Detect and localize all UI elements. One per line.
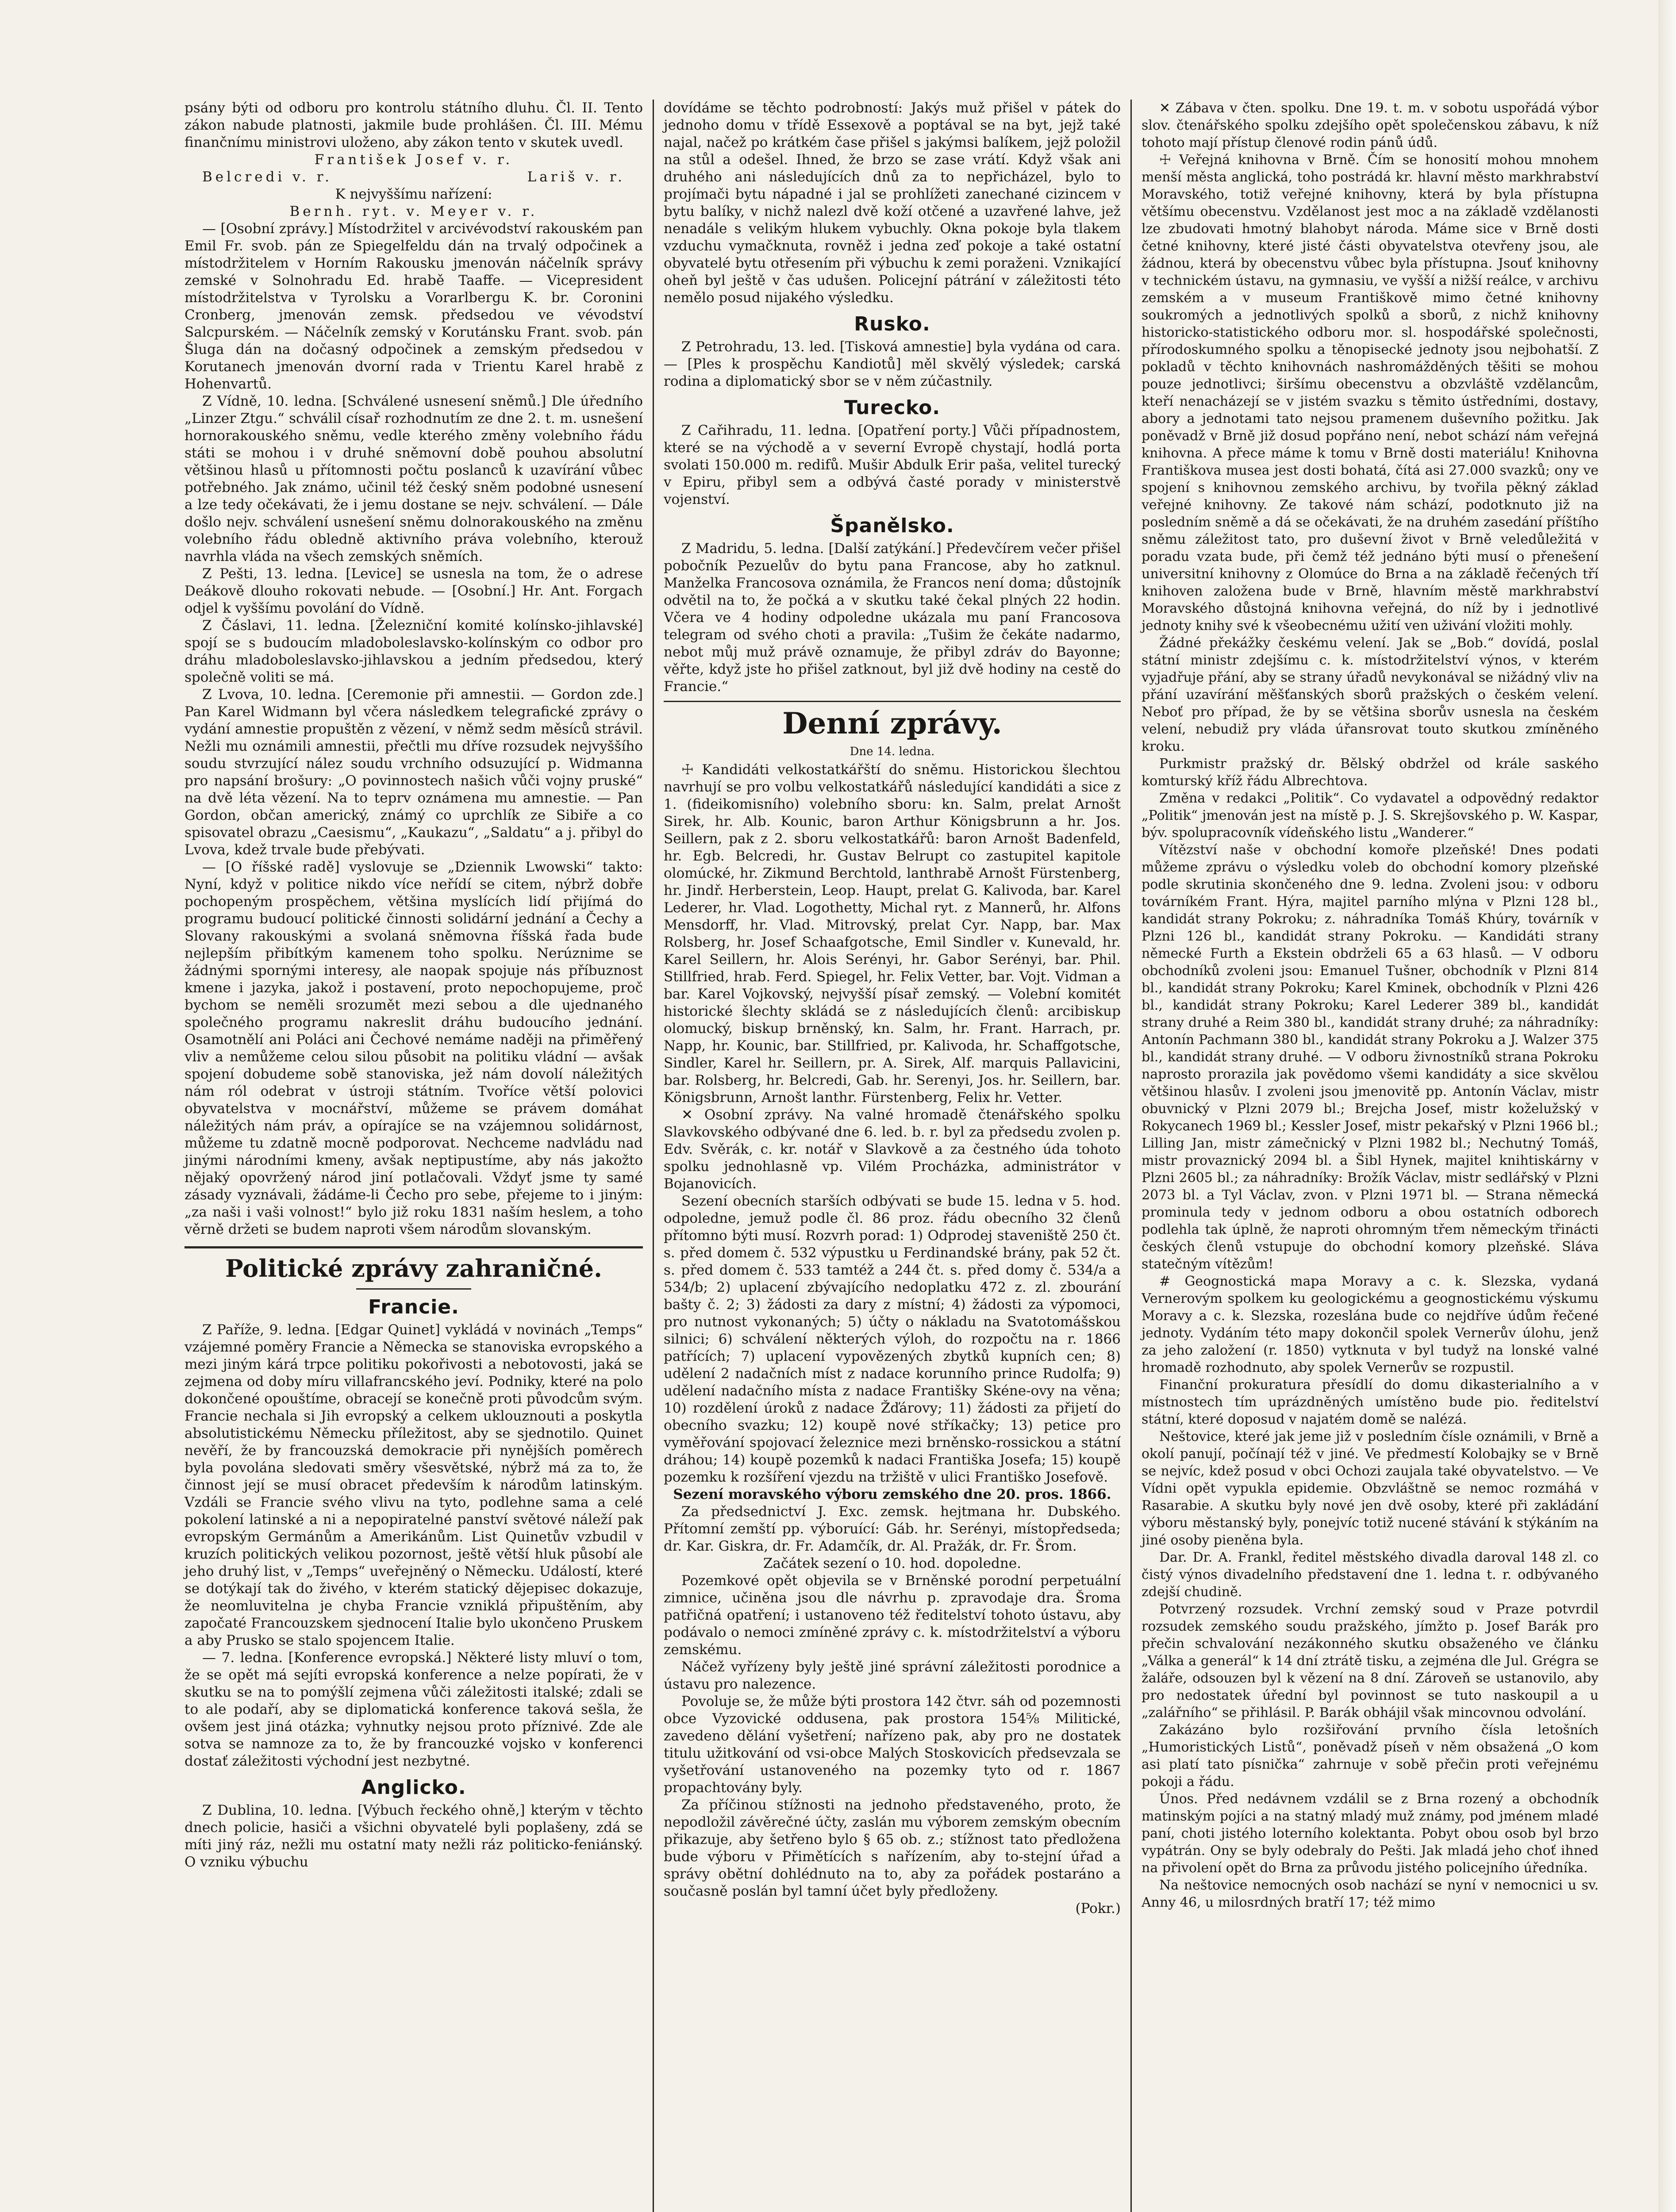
article-paragraph: Pozemkové opět objevila se v Brněnské porodní perpetuální zimnice, učiněna jsou dle návrhu p. zpravodaje dra. Šroma patřičná opatření; i ustanoveno též ředitelství tohoto ústavu, aby podávalo o nemoci zmíněné zprávy c. k. místodržitelství a výboru zemskému.: [664, 1573, 1121, 1658]
article-paragraph: Změna v redakci „Politik“. Co vydavatel a odpovědný redaktor „Politik“ jmenován jest na místě p. J. S. Skrejšovského p. W. Kaspar, býv. spolupracovník vídeňského listu „Wanderer.“: [1142, 791, 1599, 841]
section-rule: [664, 701, 1121, 702]
article-paragraph: Sezení obecních starších odbývati se bude 15. ledna v 5. hod. odpoledne, jemuž podle čl. 86 proz. řádu obecního 32 členů přítomno býti musí. Rozvrh porad: 1) Odprodej staveniště 250 čt. s. před domem č. 532 výpustku u Ferdinandské brány, pak 52 čt. s. před domem č. 533 tamtéž a 244 čt. s. před domy č. 534/a a 534/b; 2) uplacení zbývajícího nedoplatku 472 z. zl. zbourání bašty č. 2; 3) žádosti za dary z místní; 4) žádosti za výpomoci, pro nutnost vykonaných; 5) účty o nákladu na Svatotomášskou silnici; 6) schválení některých výloh, do rozpočtu na r. 1866 patřících; 7) uplacení vypovězených zbytků kupních cen; 8) udělení 2 nadačních míst z nadace korunního prince Rudolfa; 9) udělení nadačního místa z nadace Františky Skéne-ovy na věna; 10) rozdělení úroků z nadace Žďárovy; 11) žádosti za přijetí do obecního svazku; 12) koupě nové stříkačky; 13) petice pro vyměřování spojovací železnice mezi brněnsko-rossickou a státní dráhou; 14) koupě pozemků k nadaci Františka Josefa; 15) koupě pozemku k rozšíření vjezdu na tržiště v ulici Františko Josefově.: [664, 1193, 1121, 1485]
turkey-heading: Turecko.: [844, 396, 941, 419]
article-paragraph: Povoluje se, že může býti prostora 142 čtvr. sáh od pozemnosti obce Vyzovické oddusena, pak prostora 154⅝ Militické, zavedeno dělání vyšetření; nařízeno pak, aby pro ne dostatek titulu užitkování od vsi-obce Malých Stoskovicích předsevzala se vyšetřování ustanoveného na pozemky tyto od r. 1867 propachtovány byly.: [664, 1694, 1121, 1796]
section-rule: [185, 1246, 643, 1248]
short-rule: [356, 1288, 471, 1290]
article-paragraph: Vítězství naše v obchodní komoře plzeňské! Dnes podati můžeme zprávu o výsledku voleb do obchodní komory plzeňské podle skrutinia skončeného dne 9. ledna. Zvoleni jsou: v odboru továrníkém Frant. Hýra, majitel parního mlýna v Plzni 128 bl., kandidát strany Pokroku; z. náhradníka Tomáš Khúry, továrník v Plzni 126 bl., kandidát strany Pokroku. — Kandidáti strany německé Furth a Ekstein obdrželi 65 a 63 hlasů. — V odboru obchodníků zvoleni jsou: Emanuel Tušner, obchodník v Plzni 814 bl., kandidát strany Pokroku; Karel Kminek, obchodník v Plzni 426 bl., kandidát strany Pokroku; Karel Lederer 389 bl., kandidát strany druhé a Reim 380 bl., kandidát strany druhé; za náhradníky: Antonín Pachmann 380 bl., kandidát strany Pokroku a J. Walzer 375 bl., kandidát strany druhé. — V odboru živnostníků strana Pokroku naprosto prorazila jak povědomo všemi kandidáty a sice skvělou většinou hlasův. I zvoleni jsou jmenovitě pp. Antonín Václav, mistr obuvnický v Plzni 2079 bl.; Brejcha Josef, mistr koželužský v Rokycanech 1969 bl.; Kessler Josef, mistr pekařský v Plzni 1966 bl.; Lilling Jan, mistr zámečnický v Plzni 1982 bl.; Nechutný Tomáš, mistr provaznický 2094 bl. a Šibl Hynek, majitel knihtiskárny v Plzni 2605 bl.; za náhradníky: Brožík Václav, mistr sedlářský v Plzni 2073 bl. a Tyl Václav, zvon. v Plzni 1971 bl. — Strana německá prominula tedy v jednom odboru a obou ostatních odborech podlehla tak úplně, že naproti ohromným třem německým třinácti českých členů vstupuje do obchodní komory plzeňské. Sláva statečným vítězům!: [1142, 842, 1599, 1272]
daily-news-heading: Denní zprávy.: [782, 706, 1002, 741]
article-paragraph: Z Pešti, 13. ledna. [Levice] se usnesla na tom, že o adrese Deákově dlouho rokovati nebude. — [Osobní.] Hr. Ant. Forgach odjel k vyššímu povolání do Vídně.: [185, 566, 643, 616]
article-paragraph: Na neštovice nemocných osob nachází se nyní v nemocnici u sv. Anny 46, u milosrdných bratří 17; též mimo: [1142, 1878, 1599, 1910]
article-paragraph: Neštovice, které jak jeme již v posledním čísle oznámili, v Brně a okolí panují, počínají též v jiné. Ve předmestí Kolobajky se v Brně se nejvíc, kdež posud v obci Ochozi zaujala také obyvatelstvo. — Ve Vídni opět vypukla epidemie. Obzvláštně se nemoc rozmáhá v Rasarabie. A skutku byly nové jen dvě osoby, které při zakládání výboru městanský byly, ponejvíc totiž nucené stávání k stýkáním na jiné osoby pieněna byla.: [1142, 1429, 1599, 1548]
russia-heading: Rusko.: [854, 313, 930, 335]
article-paragraph: Dar. Dr. A. Frankl, ředitel městského divadla daroval 148 zl. co čistý výnos divadelního představení dne 1. ledna t. r. odbývaného zdejší chudině.: [1142, 1550, 1599, 1600]
daily-news-date: Dne 14. ledna.: [850, 745, 935, 758]
spain-heading: Španělsko.: [830, 515, 954, 537]
article-paragraph: — [Osobní zprávy.] Místodržitel v arcivévodství rakouském pan Emil Fr. svob. pán ze Spiegelfeldu dán na trvalý odpočinek a místodržitelem v Horním Rakousku jmenován náčelník správy zemské v Solnohradu Ed. hrabě Taaffe. — Vicepresident místodržitelstva v Tyrolsku a Vorarlbergu K. br. Coronini Cronberg, jmenován zemsk. předsedou ve vévodství Salcpurském. — Náčelník zemský v Korutánsku Frant. svob. pán Šluga dán na dočasný odpočinek a zemským předsedou v Korutanech jmenován dvorní rada v Trientu Karel hrabě z Hohenvartů.: [185, 221, 643, 392]
page-edge-shadow: [1658, 0, 1676, 2212]
article-paragraph: Únos. Před nedávnem vzdálil se z Brna rozený a obchodník matinským pojíci a na statný mladý muž známy, pod jménem mladé paní, choti jistého loterního kolektanta. Pobyt obou osob byl brzo vypátrán. Ony se byly odebraly do Pešti. Jak mladá jeho choť ihned na přivolení opět do Brna za průvodu jistého policejního úředníka.: [1142, 1791, 1599, 1876]
article-paragraph: Za předsednictví J. Exc. zemsk. hejtmana hr. Dubského. Přítomní zemští pp. výboruící: Gáb. hr. Serényi, místopředseda; dr. Kar. Giskra, dr. Fr. Adamčík, dr. Al. Pražák, dr. Fr. Šrom.: [664, 1504, 1121, 1554]
article-paragraph: ☩ Kandidáti velkostatkářští do sněmu. Historickou šlechtou navrhují se pro volbu velkostatkářů následující kandidáti a sice z 1. (fideikomisního) volebního sboru: kn. Salm, prelat Arnošt Sirek, hr. Alb. Kounic, baron Arthur Königsbrunn a hr. Jos. Seillern, pak z 2. sboru velkostatkářů: baron Arnošt Badenfeld, hr. Egb. Belcredi, hr. Gustav Belrupt co zastupitel kapitole olomúcké, hr. Zikmund Berchtold, lanthrabě Arnošt Fürstenberg, hr. Jindř. Herberstein, Leop. Haupt, prelat G. Kalivoda, bar. Karel Lederer, hr. Vlad. Logothetty, Michal ryt. z Mannerů, hr. Alfons Mensdorff, hr. Vlad. Mitrovský, prelat Cyr. Napp, bar. Max Rolsberg, hr. Josef Schaafgotsche, Emil Sindler v. Kunevald, hr. Karel Seillern, hr. Alois Serényi, hr. Gabor Serényi, bar. Phil. Stillfried, hrab. Ferd. Spiegel, hr. Felix Vetter, bar. Vojt. Vidman a bar. Karel Vojkovský, nejvyšší písař zemský. — Volební komitét historické šlechty skládá se z následujících členů: arcibiskup olomucký, biskup brněnský, kn. Salm, hr. Frant. Harrach, pr. Napp, hr. Kounic, bar. Stillfried, pr. Kalivoda, hr. Schaffgotsche, Sindler, Karel hr. Seillern, pr. A. Sirek, Alf. marquis Pallavicini, bar. Rolsberg, hr. Belcredi, Gab. hr. Serenyi, Jos. hr. Seillern, bar. Königsbrunn, Arnošt lanthr. Fürstenberg, Felix hr. Vetter.: [664, 762, 1121, 1106]
article-paragraph: dovídáme se těchto podrobností: Jakýs muž přišel v pátek do jednoho domu v třídě Essexově a poptával se na byt, jejž také najal, načež po krátkém čase přišel s jakýmsi balíkem, jejž položil na stůl a odešel. Ihned, že brzo se zase vrátí. Když však ani druhého ani následujících dnů za to nepřicházel, bylo to projímači bytu nápadné i jal se prohlížeti zanechané cizincem v bytu balíky, v nichž nalezl dvě koží otčené a uzavřené lahve, jež nenadále s velikým hlukem vybuchly. Okna pokoje byla tlakem vzduchu vymačknuta, rovněž i jedna zeď pokoje a také ostatní obyvatelé bytu otřesením při výbuchu k zemi poraženi. Vznikající oheň byl ještě v čas udušen. Policejní pátrání v záležitosti této nemělo posud nijakého výsledku.: [664, 100, 1121, 306]
article-paragraph: ☩ Veřejná knihovna v Brně. Čím se honosití mohou mnohem menší města anglická, toho postrádá kr. hlavní město markhrabství Moravského, totiž veřejné knihovny, která by byla přístupna většímu obecenstvu. Vzdělanost jest moc a na základě vzdělanosti lze zbudovati hmotný blahobyt národa. Máme sice v Brně dosti četné knihovny, které jisté části obyvatelstva otevřeny jsou, ale žádnou, která by obecenstvu vůbec byla přístupna. Jsouť knihovny v technickém ústavu, na gymnasiu, ve vyšší a nižší reálce, v archivu zemském a v museum Františkově mimo četné knihovny soukromých a jednotlivých spolků a sborů, z nichž knihovny historicko-statistického odboru mor. sl. hospodářské společnosti, přírodoskumného spolku a těnopisecké jednoty jsou nejbohatší. Z pokladů v těchto knihovnách nashromážděných těšiti se mohou pouze jednotlivci; širšímu obecenstvu a obzvláště vzdělancům, kteří nenacházejí se v jistém svazku s těmito ústředními, dostavy, abory a jednotami tato nejsou pramenem duševního požitku. Jak poněvadž v Brně již dosud popřáno není, nebot schází nám veřejná knihovna. A přece máme k tomu v Brně dosti materiálu! Knihovna Františkova musea jest dosti bohatá, čítá asi 27.000 svazků; ony ve spojení s knihovnou zemského archivu, by tvořila pěkný základ veřejné knihovny. Ze takové nám schází, podotknuto již na posledním sněmě a dá se očekávati, že na druhém zasedání příštího sněmu záležitost tato, pro duševní život v Brně veledůležitá v poradu vzata bude, při čemž též jednáno býti musí o přenešení universitní knihovny z Olomúce do Brna a na základě řečených tří knihoven založena bude v Brně, hlavním městě markhrabství Moravského důstojná knihovna veřejná, do níž by i jednotlivé jednoty knihy své k všeobecnému užití ven uživání vložiti mohly.: [1142, 152, 1599, 634]
article-paragraph: Z Čáslavi, 11. ledna. [Železniční komité kolínsko-jihlavské] spojí se s budoucím mladoboleslavsko-kolínským co odbor pro dráhu mladoboleslavsko-jihlavskou a jedním předsedou, který společně voliti se má.: [185, 618, 643, 685]
article-paragraph: ✕ Osobní zprávy. Na valné hromadě čtenářského spolku Slavkovského odbývané dne 6. led. b. r. byl za předsedu zvolen p. Edv. Svěrák, c. kr. notář v Slavkově a za čestného úda tohoto spolku jednohlasně vp. Vilém Procházka, administrátor v Bojanovicích.: [664, 1107, 1121, 1192]
signature-right: Lariš v. r.: [527, 169, 625, 185]
signature-left: Belcredi v. r.: [202, 169, 332, 185]
signature-row: [185, 169, 643, 186]
article-paragraph: Z Vídně, 10. ledna. [Schválené usnesení sněmů.] Dle úředního „Linzer Ztgu.“ schválil císař rozhodnutím ze dne 2. t. m. usnešení hornorakouského sněmu, vedle kterého změny volebního řádu státi se mohou i v druhé sněmovní době pouhou absolutní většinou hlasů u přítomnosti počtu poslanců k uzavírání vůbec potřebného. Jak známo, učinil též český sněm podobné usnesení a lze tedy očekávati, že i jemu dostane se nejv. schválení. — Dále došlo nejv. schválení usnešení sněmu dolnorakouského na změnu volebního řádu obledně aktivního práva volebního, kterouž navrhla vláda na všech zemských sněmích.: [185, 393, 643, 565]
article-paragraph: Z Dublina, 10. ledna. [Výbuch řeckého ohně,] kterým v těchto dnech policie, hasiči a všichni obyvatelé byli poplašeny, zdá se míti jiný ráz, nežli mu ostatní maty nežli ráz politicko-feniánský. O vzniku výbuchu: [185, 1802, 643, 1870]
article-paragraph: Z Lvova, 10. ledna. [Ceremonie při amnestii. — Gordon zde.] Pan Karel Widmann byl včera následkem telegrafické zprávy o vydání amnestie propuštěn z vězení, v němž sedm měsíců strávil. Nežli mu oznámili amnestii, přečtli mu dříve rozsudek nejvyššího soudu stvrzující nález soudu vrchního odsuzující p. Widmanna pro napsání brošury: „O povinnostech našich vůči vojny pruské“ na dvě léta vězení. Na to teprv oznámena mu amnestie. — Pan Gordon, občan americký, známý co uprchlík ze Sibiře a co spisovatel obrazu „Caesismu“, „Kaukazu“, „Saldatu“ a j. přibyl do Lvova, kdež trvale bude přebývati.: [185, 687, 643, 858]
article-paragraph: Z Madridu, 5. ledna. [Další zatýkání.] Předevčírem večer přišel pobočník Pezuelův do bytu pana Francose, aby ho zatknul. Manželka Francosova oznámila, že Francos není doma; důstojník odvětil na to, že počká a v skutku také čekal plných 22 hodin. Včera ve 4 hodiny odpoledne ukázala mu paní Francosova telegram od svého choti a pravila: „Tušim že čekáte nadarmo, nebot můj muž právě oznamuje, že přibyl zdráv do Bayonne; věřte, když jste ho přišel zatknout, byl již dvě hodiny na cestě do Francie.“: [664, 541, 1121, 695]
article-paragraph: Z Petrohradu, 13. led. [Tisková amnestie] byla vydána od cara. — [Ples k prospěchu Kandiotů] měl skvělý výsledek; carská rodina a diplomatický sbor se v něm zúčastnily.: [664, 339, 1121, 389]
subheading: Sezení moravského výboru zemského dne 20. pros. 1866.: [673, 1486, 1111, 1502]
column-1: [175, 100, 653, 2212]
column-3: [1130, 100, 1608, 2212]
column-2: [653, 100, 1130, 2212]
order-signer: Bernh. ryt. v. Meyer v. r.: [289, 204, 538, 219]
article-paragraph: Potvrzený rozsudek. Vrchní zemský soud v Praze potvrdil rozsudek zemského soudu pražského, jímžto p. Josef Barák pro přečin schvalování nezákonného skutku obsaženého ve článku „Válka a generál“ k 14 dní ztrátě tisku, a zejména dle Jul. Grégra se žaláře, odsouzen byl k vězení na 8 dní. Zároveň se ustanovilo, aby pro nedostatek úřední byl povinnost se tuto naskoupil a u „zalářního“ se přihlásil. P. Barák obhájil však mincovnou odvolání.: [1142, 1601, 1599, 1720]
newspaper-page: [175, 100, 1635, 2212]
article-paragraph: — 7. ledna. [Konference evropská.] Některé listy mluví o tom, že se opět má sejíti evropská konference a nelze popírati, že v skutku se na to pomýšlí zejmena vůči záležitosti italské; zdali se to ale podaří, aby se diplomatická konference taková sešla, že ovšem jest jiná otázka; vyhnutky nejsou proto příznivé. Zde ale sotva se namnoze za to, že by francouzké vojsko v konferenci dostať záležitosti východní jest nezbytné.: [185, 1650, 643, 1769]
article-paragraph: Finanční prokuratura přesídlí do domu dikasterialního a v místnostech tím uprázdněných umístěno bude pio. ředitelství státní, které doposud v najatém domě se nalézá.: [1142, 1377, 1599, 1427]
signature-emperor: František Josef v. r.: [314, 152, 513, 168]
article-paragraph: Purkmistr pražský dr. Bělský obdržel od krále saského komturský kříž řádu Albrechtova.: [1142, 756, 1599, 789]
continued-note: (Pokr.): [1075, 1901, 1121, 1916]
order-line: K nejvyššímu nařízení:: [335, 186, 492, 202]
article-paragraph: — [O říšské radě] vyslovuje se „Dziennik Lwowski“ takto: Nyní, když v politice nikdo více neřídí se citem, nýbrž dobře pochopeným prospěchem, většina myslících lidí přijímá do programu budoucí politické činnosti solidární jednání a Čechy a Slovany rakouskými a svolaná sněmovna říšská řada bude nejlepším přibítkým kamenem toho spolku. Nerúznime se žádnými spornými interesy, ale naopak spojuje nás příbuznost kmene i jazyka, jakož i postavení, proto nepochopujeme, proč bychom se neměli srozumět mezi sebou a dle ujednaného společného programu nakreslit dráhu budoucího jednání. Osamotnělí ani Poláci ani Čechové nemáme naději na přiměřený vliv a nemůžeme celou silou působit na politiku vládní — avšak spojení dobudeme sobě stanoviska, jež nám dovolí náležitých nám ról odebrat v ústroji státním. Tvoříce větší polovici obyvatelstva v mocnářství, můžeme se právem domáhat náležitých nám práv, a opírajíce se na vzájemnou solidárnost, můžeme tu zdatně mocně podporovat. Nechceme nadvládu nad jinými národními kmeny, avšak neptipustíme, aby nás jakožto nějaký opovržený národ jiní potlačovali. Vždyť jsme ty samé zásady vyznávali, žádáme-li Čecho pro sebe, přejeme to i jiným: „za naši i vaši volnost!“ bylo již roku 1831 naším heslem, a toho věrně držeti se budem naproti všem národům slovanským.: [185, 859, 643, 1237]
article-paragraph: Z Cařihradu, 11. ledna. [Opatření porty.] Vůči případnostem, které se na východě a v severní Evropě chystají, hodlá porta svolati 150.000 m. redifů. Mušir Abdulk Erir paša, velitel turecký v Epiru, přibyl sem a odbývá časté porady v ministerstvě vojenství.: [664, 422, 1121, 507]
article-paragraph: # Geognostická mapa Moravy a c. k. Slezska, vydaná Vernerovým spolkem ku geologickému a geognostickému výskumu Moravy a c. k. Slezska, rozeslána bude co nejdříve údům řečené jednoty. Vydáním této mapy dokončil spolek Vernerův úlohu, jenž za jeho založení (r. 1850) vytknuta v byl tudyž na lonské valné hromadě rozhodnuto, aby spolek Vernerův se rozpustil.: [1142, 1274, 1599, 1375]
article-paragraph: ✕ Zábava v čten. spolku. Dne 19. t. m. v sobotu uspořádá výbor slov. čtenářského spolku zdejšího opět společenskou zábavu, k níž tohoto mají přístup členové rodin pánů údů.: [1142, 100, 1599, 150]
article-paragraph: Z Paříže, 9. ledna. [Edgar Quinet] vykládá v novinách „Temps“ vzájemné poměry Francie a Německa se stanoviska evropského a mezi jiným kárá trpce politiku pokořivosti a nebotovosti, jaká se zejmena od doby míru villafrancského jeví. Podniky, které na polo dokončené opouštíme, obracejí se konečně proti původcům svým. Francie nechala si Jih evropský a celkem uklouznouti a poskytla absolutistickému Německu příležitost, aby se sjednotilo. Quinet nevěří, že by francouzská demokracie při nynějších poměrech byla povolána sledovati směry všesvětské, nýbrž má za to, že činnost její se musí obracet především k národům latinským. Vzdáli se Francie svého vlivu na tyto, podlehne sama a celé pokolení latinské a ni a nepopiratelné panství světové náleží pak evropským Germánům a Amerikánům. List Quinetův vzbudil v kruzích politických velikou pozornost, ještě větší hluk působí ale jeho druhý list, v „Temps“ uveřejněný o Německu. Událostí, které se dotýkají tak do živého, v kterém statický dějepisec dokazuje, že neomluvitelna je chyba Francie vzniklá připuštěním, aby započaté Francouzskem sjednocení Italie bylo ukončeno Pruskem a aby Prusko se stalo spojencem Italie.: [185, 1322, 643, 1648]
foreign-news-heading: Politické zprávy zahraničné.: [225, 1254, 602, 1283]
france-heading: Francie.: [368, 1296, 459, 1318]
article-paragraph: Za příčinou stížnosti na jednoho představeného, proto, že nepodložil závěrečné účty, zaslán mu výborem zemským obecním přikazuje, aby šetřeno bylo § 65 ob. z.; stížnost tato předložena bude výboru v Přimětících s nařízením, aby to-stejní úřad a správy obětní dohlédnuto na to, aby za pořádek postaráno a současně poslán byl tamní účet byly předloženy.: [664, 1797, 1121, 1899]
decree-text: psány býti od odboru pro kontrolu státního dluhu. Čl. II. Tento zákon nabude platnosti, jakmile bude prohlášen. Čl. III. Mému finančnímu ministrovi uloženo, aby zákon tento v skutek uvedl.: [185, 100, 643, 150]
article-paragraph: Začátek sezení o 10. hod. dopoledne.: [763, 1555, 1022, 1571]
article-paragraph: Zakázáno bylo rozšiřování prvního čísla letošních „Humoristických Listů“, poněvadž píseň v něm obsažená „O kom asi platí tato písnička“ zahrnuje v sobě přečin proti veřejnému pokoji a řádu.: [1142, 1722, 1599, 1790]
article-paragraph: Náčež vyřízeny byly ještě jiné správní záležitosti porodnice a ústavu pro nalezence.: [664, 1659, 1121, 1692]
england-heading: Anglicko.: [361, 1776, 466, 1799]
article-paragraph: Žádné překážky českému velení. Jak se „Bob.“ dovídá, poslal státní ministr zdejšímu c. k. místodržitelství výnos, v kterém vyjadřuje přání, aby se strany úřadů nevykonával se nižádný vliv na přání uzavírání měšťanských sborů pražských o českém velení. Neboť pro případ, že by se většina sborův usnesla na českém velení, nebudiž pry vláda úřansrovat touto skutkou zmíněného kroku.: [1142, 635, 1599, 754]
